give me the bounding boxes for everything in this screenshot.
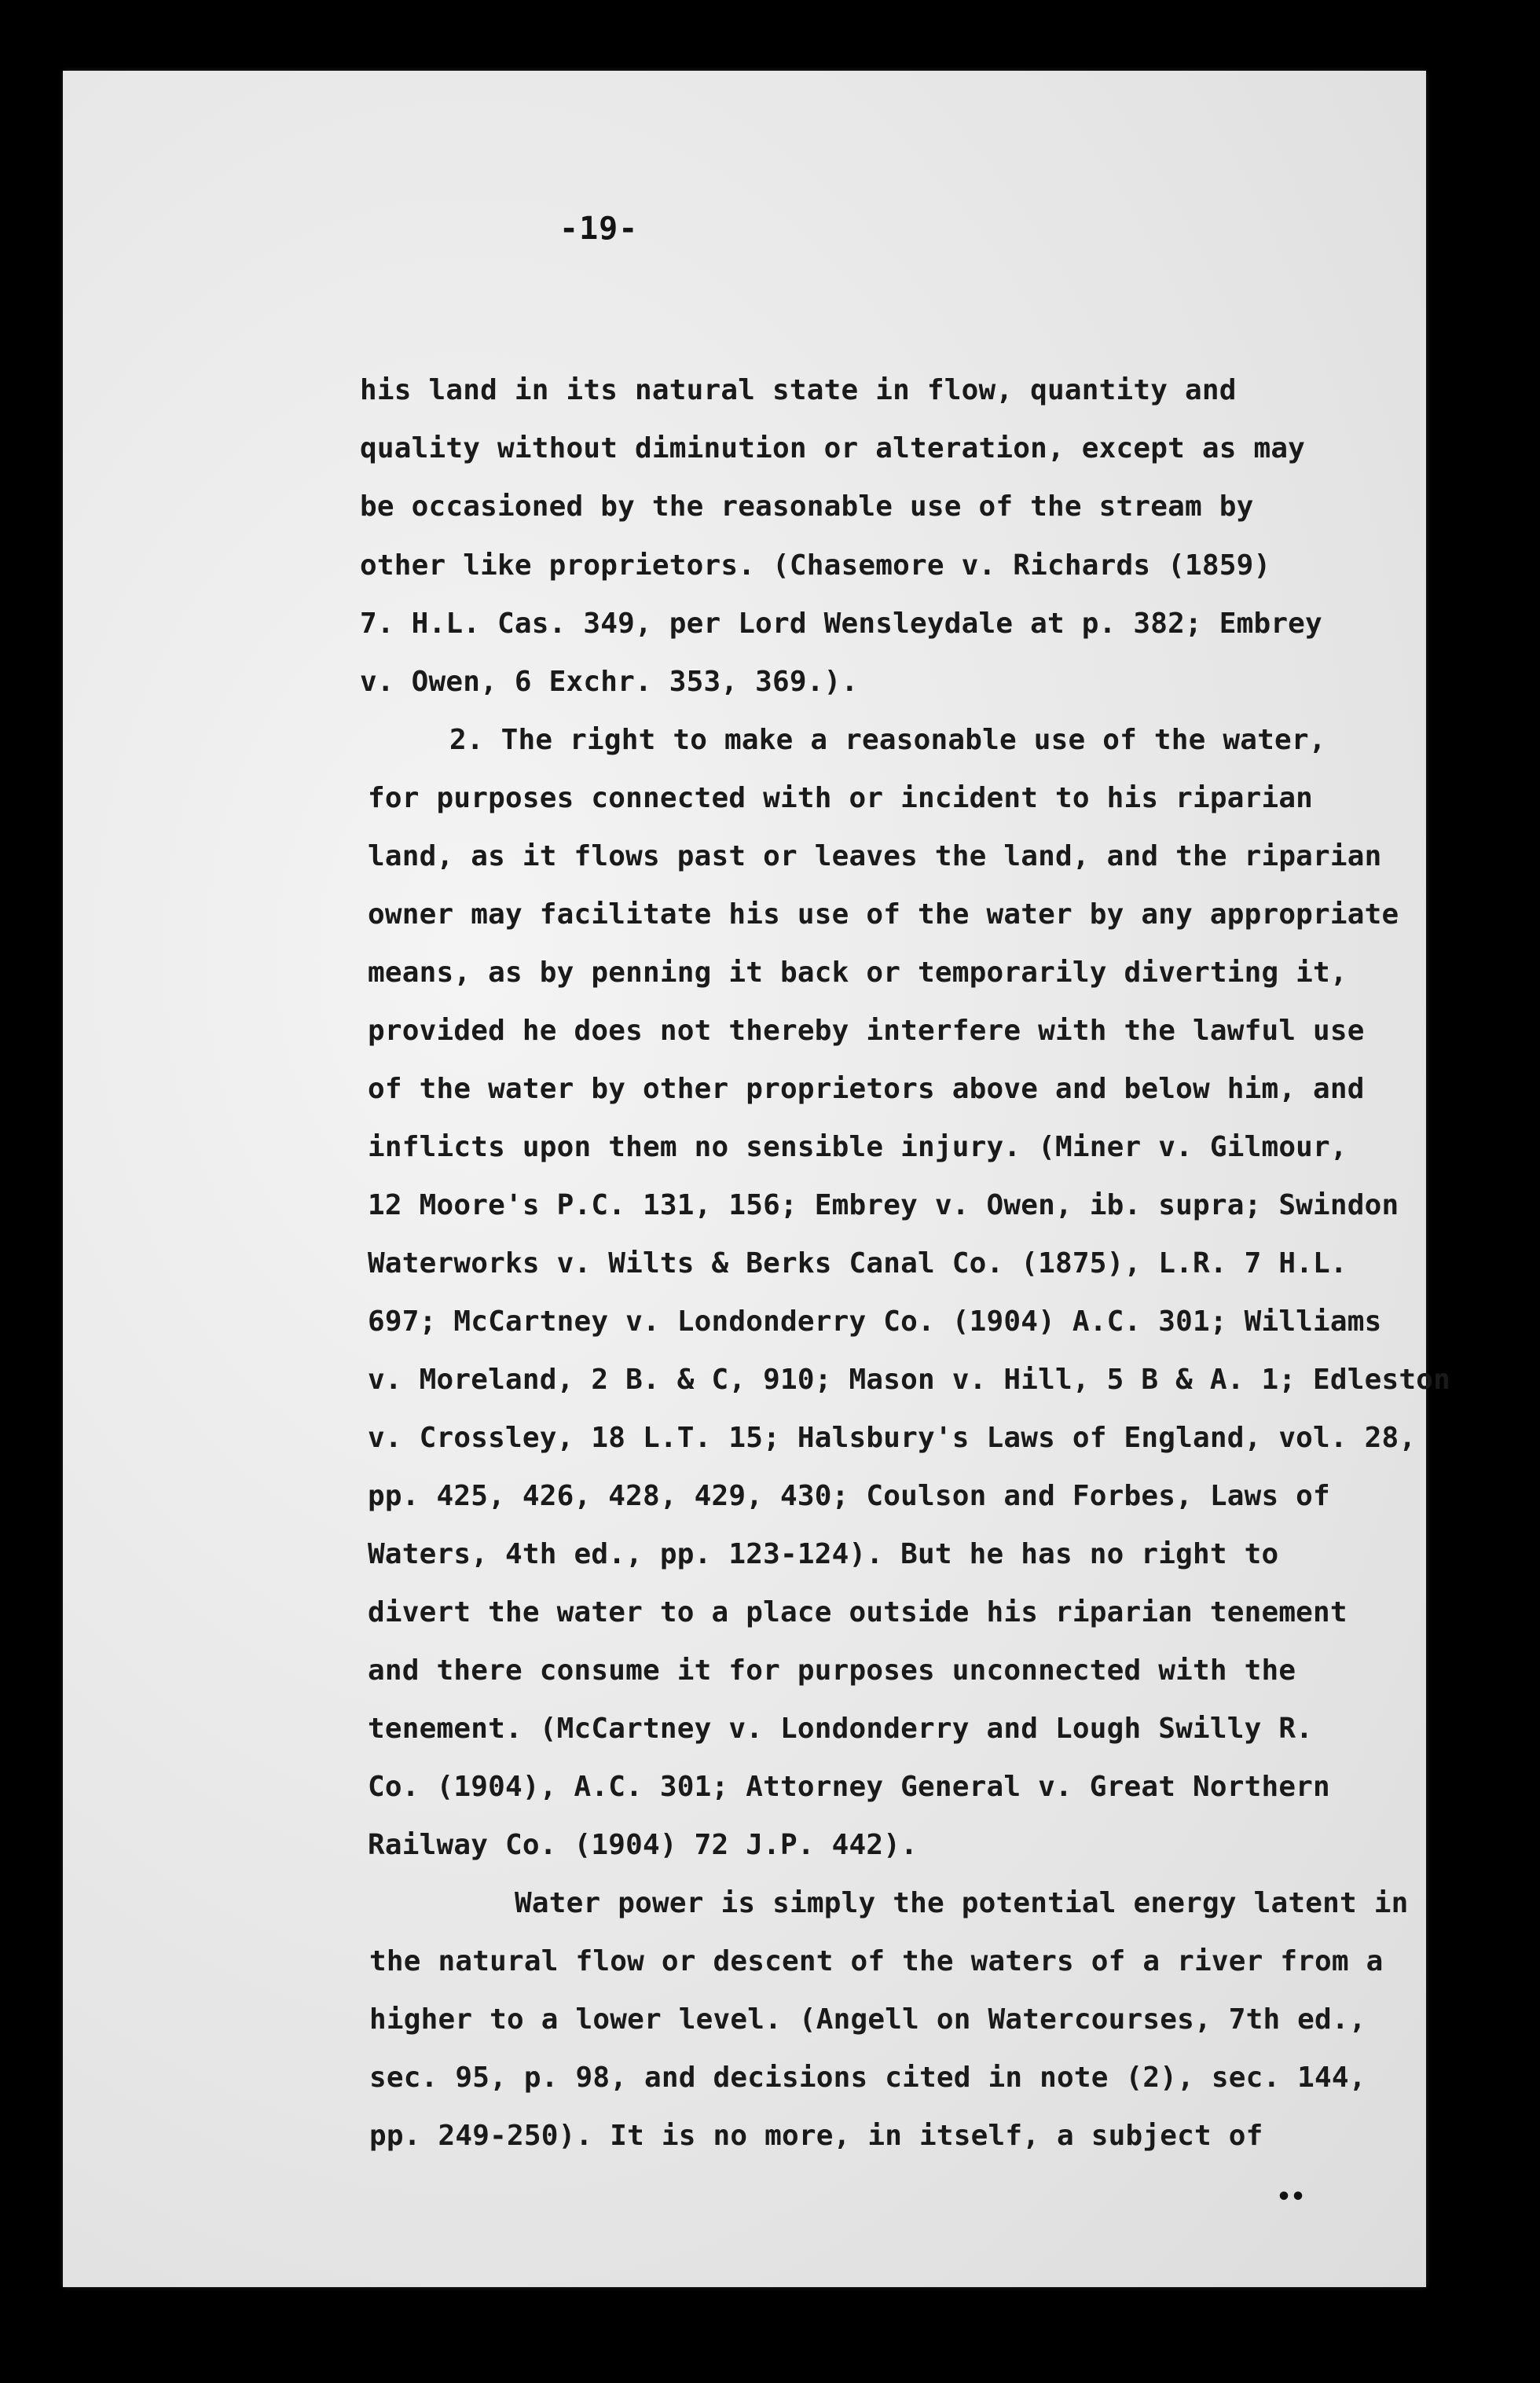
body-line-10: owner may facilitate his use of the water by any appropriate xyxy=(368,898,1399,931)
body-line-5: 7. H.L. Cas. 349, per Lord Wensleydale at p. 382; Embrey xyxy=(360,608,1322,640)
body-line-27: Water power is simply the potential energy latent in xyxy=(515,1887,1409,1919)
body-line-12: provided he does not thereby interfere with the lawful use xyxy=(368,1015,1365,1047)
body-line-30: sec. 95, p. 98, and decisions cited in note (2), sec. 144, xyxy=(369,2062,1366,2094)
body-line-6: v. Owen, 6 Exchr. 353, 369.). xyxy=(360,666,859,698)
body-line-25: Co. (1904), A.C. 301; Attorney General v. Great Northern xyxy=(368,1771,1330,1803)
body-line-7: 2. The right to make a reasonable use of the water, xyxy=(449,724,1326,756)
body-line-16: Waterworks v. Wilts & Berks Canal Co. (1875), L.R. 7 H.L. xyxy=(368,1247,1348,1280)
body-line-17: 697; McCartney v. Londonderry Co. (1904) A.C. 301; Williams xyxy=(368,1305,1382,1338)
body-line-8: for purposes connected with or incident to his riparian xyxy=(368,782,1314,814)
body-line-2: quality without diminution or alteration, except as may xyxy=(360,432,1306,464)
body-line-19: v. Crossley, 18 L.T. 15; Halsbury's Laws of England, vol. 28, xyxy=(368,1422,1417,1454)
body-line-24: tenement. (McCartney v. Londonderry and Lough Swilly R. xyxy=(368,1713,1314,1745)
body-line-15: 12 Moore's P.C. 131, 156; Embrey v. Owen, ib. supra; Swindon xyxy=(368,1189,1399,1221)
body-line-20: pp. 425, 426, 428, 429, 430; Coulson and Forbes, Laws of xyxy=(368,1480,1330,1512)
body-line-29: higher to a lower level. (Angell on Watercourses, 7th ed., xyxy=(369,2003,1366,2036)
body-line-13: of the water by other proprietors above and below him, and xyxy=(368,1073,1365,1105)
body-line-23: and there consume it for purposes unconnected with the xyxy=(368,1654,1296,1687)
body-line-1: his land in its natural state in flow, quantity and xyxy=(360,374,1237,406)
body-line-14: inflicts upon them no sensible injury. (Miner v. Gilmour, xyxy=(368,1131,1348,1163)
body-line-31: pp. 249-250). It is no more, in itself, a subject of xyxy=(369,2120,1263,2152)
body-line-18: v. Moreland, 2 B. & C, 910; Mason v. Hill, 5 B & A. 1; Edleston xyxy=(368,1364,1451,1396)
body-line-26: Railway Co. (1904) 72 J.P. 442). xyxy=(368,1829,918,1861)
body-line-22: divert the water to a place outside his riparian tenement xyxy=(368,1596,1348,1628)
page-number: -19- xyxy=(559,211,639,247)
body-line-3: be occasioned by the reasonable use of the stream by xyxy=(360,490,1254,523)
body-line-21: Waters, 4th ed., pp. 123-124). But he has no right to xyxy=(368,1538,1279,1570)
body-line-28: the natural flow or descent of the waters of a river from a xyxy=(369,1945,1384,1977)
body-line-4: other like proprietors. (Chasemore v. Richards (1859) xyxy=(360,549,1271,582)
body-line-9: land, as it flows past or leaves the land, and the riparian xyxy=(368,840,1382,872)
body-line-11: means, as by penning it back or temporarily diverting it, xyxy=(368,957,1348,989)
footer-mark: •• xyxy=(1277,2183,1306,2211)
